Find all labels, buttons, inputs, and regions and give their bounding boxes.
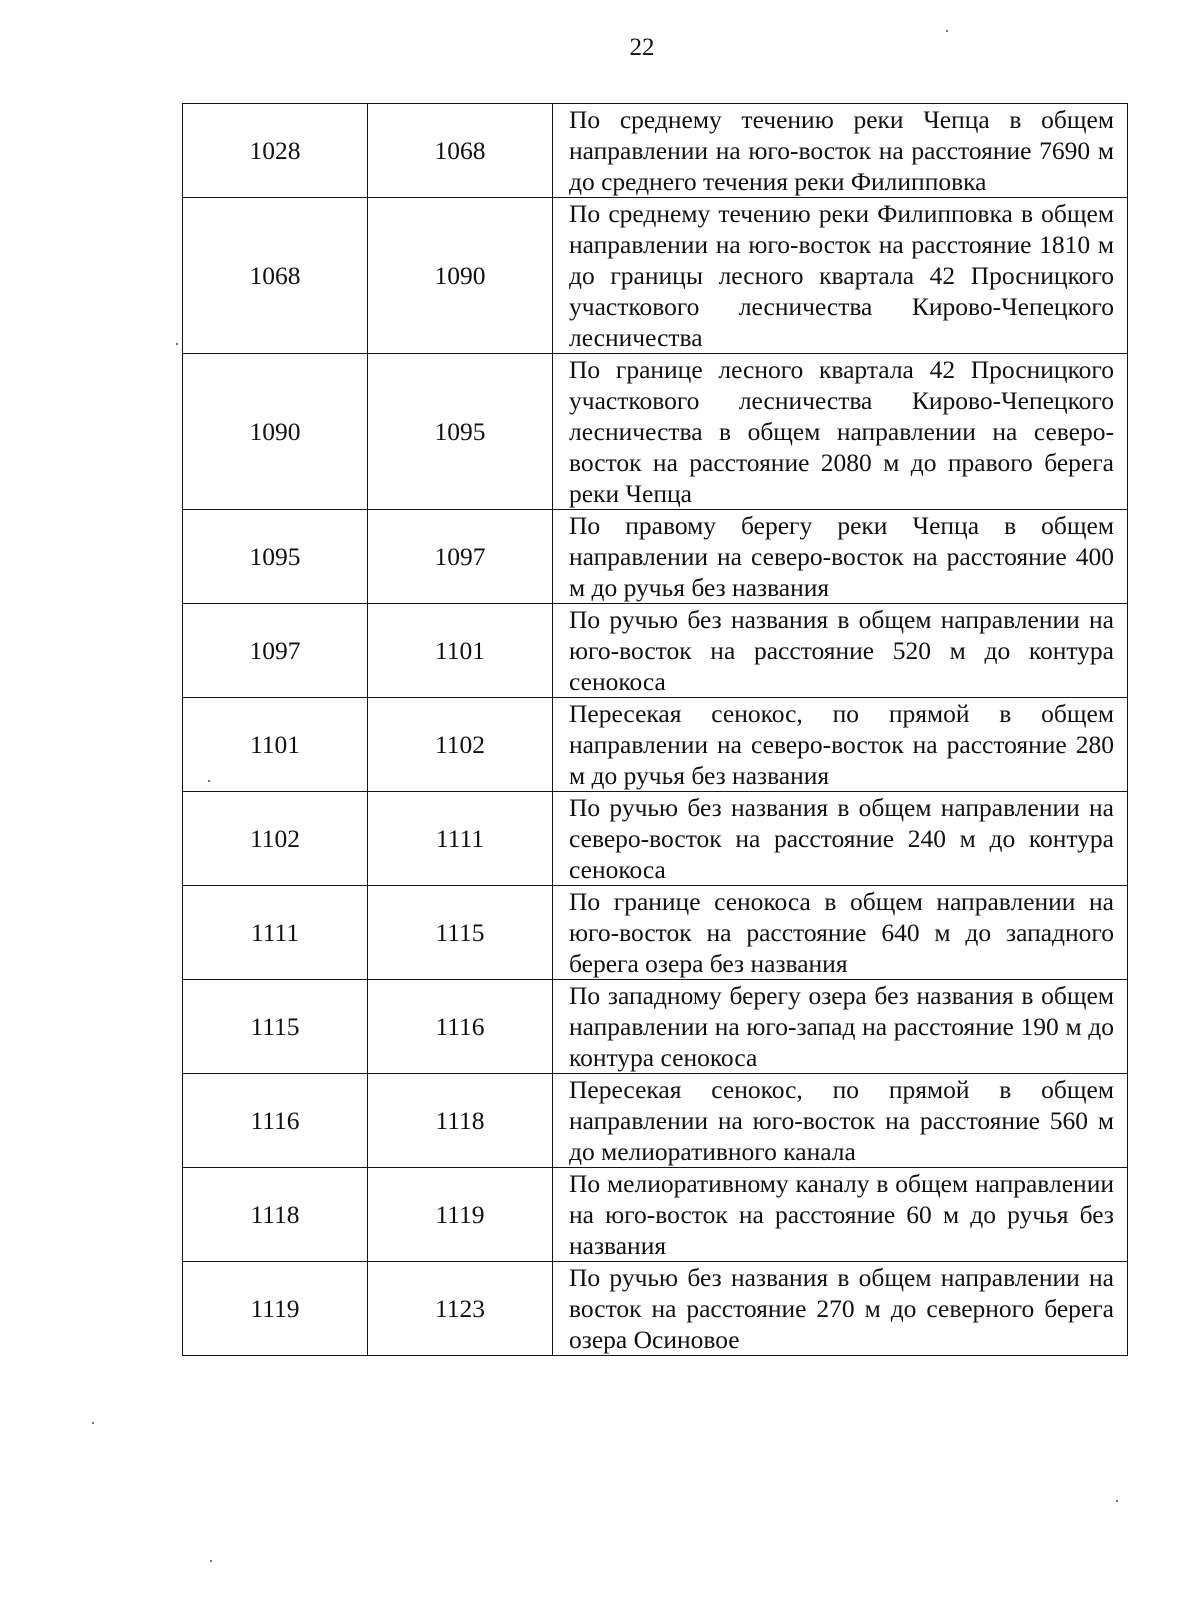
boundary-description: По ручью без названия в общем направлении на северо-восток на расстояние 240 м до контура сенокоса <box>569 793 1114 884</box>
boundary-description-cell <box>553 698 1128 792</box>
to-point-cell: 1119 <box>368 1168 553 1262</box>
from-point-cell: 1090 <box>183 354 368 510</box>
table-row <box>183 198 1128 354</box>
boundary-description-cell <box>553 1074 1128 1168</box>
to-point-cell: 1116 <box>368 980 553 1074</box>
table-row <box>183 1168 1128 1262</box>
from-point-cell: 1118 <box>183 1168 368 1262</box>
to-point-cell: 1095 <box>368 354 553 510</box>
to-point-cell: 1111 <box>368 792 553 886</box>
boundary-description: Пересекая сенокос, по прямой в общем направлении на юго-восток на расстояние 560 м до мелиоративного канала <box>569 1075 1114 1166</box>
table-row <box>183 104 1128 198</box>
scan-speck <box>176 343 178 345</box>
from-point-cell: 1097 <box>183 604 368 698</box>
table-row <box>183 980 1128 1074</box>
boundary-description-cell <box>553 1262 1128 1356</box>
from-point-cell: 1119 <box>183 1262 368 1356</box>
boundary-description: По среднему течению реки Чепца в общем направлении на юго-восток на расстояние 7690 м до среднего течения реки Филипповка <box>569 105 1114 196</box>
to-point-cell: 1097 <box>368 510 553 604</box>
table-row <box>183 604 1128 698</box>
from-point-cell: 1115 <box>183 980 368 1074</box>
boundary-description: По ручью без названия в общем направлении на восток на расстояние 270 м до северного берега озера Осиновое <box>569 1263 1114 1354</box>
scan-speck <box>1116 1500 1118 1502</box>
scan-speck <box>92 1422 94 1424</box>
boundary-description: По ручью без названия в общем направлении на юго-восток на расстояние 520 м до контура сенокоса <box>569 605 1114 696</box>
from-point-cell: 1102 <box>183 792 368 886</box>
boundary-description: По границе лесного квартала 42 Просницкого участкового лесничества Кирово-Чепецкого лесничества в общем направлении на северо-восток на расстояние 2080 м до правого берега реки Чепца <box>569 355 1114 508</box>
table-row <box>183 698 1128 792</box>
to-point-cell: 1101 <box>368 604 553 698</box>
table-row <box>183 792 1128 886</box>
boundary-description: По западному берегу озера без названия в общем направлении на юго-запад на расстояние 190 м до контура сенокоса <box>569 981 1114 1072</box>
from-point-cell: 1095 <box>183 510 368 604</box>
table-row <box>183 886 1128 980</box>
boundary-description-cell <box>553 792 1128 886</box>
boundary-description: По среднему течению реки Филипповка в общем направлении на юго-восток на расстояние 1810 м до границы лесного квартала 42 Просницкого участкового лесничества Кирово-Чепецкого лесничества <box>569 199 1114 352</box>
from-point-cell: 1028 <box>183 104 368 198</box>
to-point-cell: 1115 <box>368 886 553 980</box>
boundary-table <box>182 103 1128 1356</box>
page-number: 22 <box>629 34 655 61</box>
boundary-description: По правому берегу реки Чепца в общем направлении на северо-восток на расстояние 400 м до ручья без названия <box>569 511 1114 602</box>
boundary-description-cell <box>553 354 1128 510</box>
from-point-cell: 1068 <box>183 198 368 354</box>
boundary-description-cell <box>553 604 1128 698</box>
to-point-cell: 1090 <box>368 198 553 354</box>
table-row <box>183 510 1128 604</box>
to-point-cell: 1102 <box>368 698 553 792</box>
boundary-description-cell <box>553 1168 1128 1262</box>
boundary-description: По мелиоративному каналу в общем направлении на юго-восток на расстояние 60 м до ручья без названия <box>569 1169 1114 1260</box>
table-row <box>183 1262 1128 1356</box>
to-point-cell: 1123 <box>368 1262 553 1356</box>
to-point-cell: 1118 <box>368 1074 553 1168</box>
boundary-description-cell <box>553 104 1128 198</box>
scan-speck <box>946 30 948 32</box>
boundary-description-cell <box>553 980 1128 1074</box>
table-row <box>183 1074 1128 1168</box>
from-point-cell: 1111 <box>183 886 368 980</box>
scan-speck <box>210 1560 212 1562</box>
boundary-description-cell <box>553 198 1128 354</box>
to-point-cell: 1068 <box>368 104 553 198</box>
boundary-description: Пересекая сенокос, по прямой в общем направлении на северо-восток на расстояние 280 м до ручья без названия <box>569 699 1114 790</box>
scan-speck <box>208 780 210 782</box>
from-point-cell: 1101 <box>183 698 368 792</box>
table-row <box>183 354 1128 510</box>
from-point-cell: 1116 <box>183 1074 368 1168</box>
boundary-description-cell <box>553 510 1128 604</box>
boundary-description-cell <box>553 886 1128 980</box>
boundary-description: По границе сенокоса в общем направлении на юго-восток на расстояние 640 м до западного берега озера без названия <box>569 887 1114 978</box>
